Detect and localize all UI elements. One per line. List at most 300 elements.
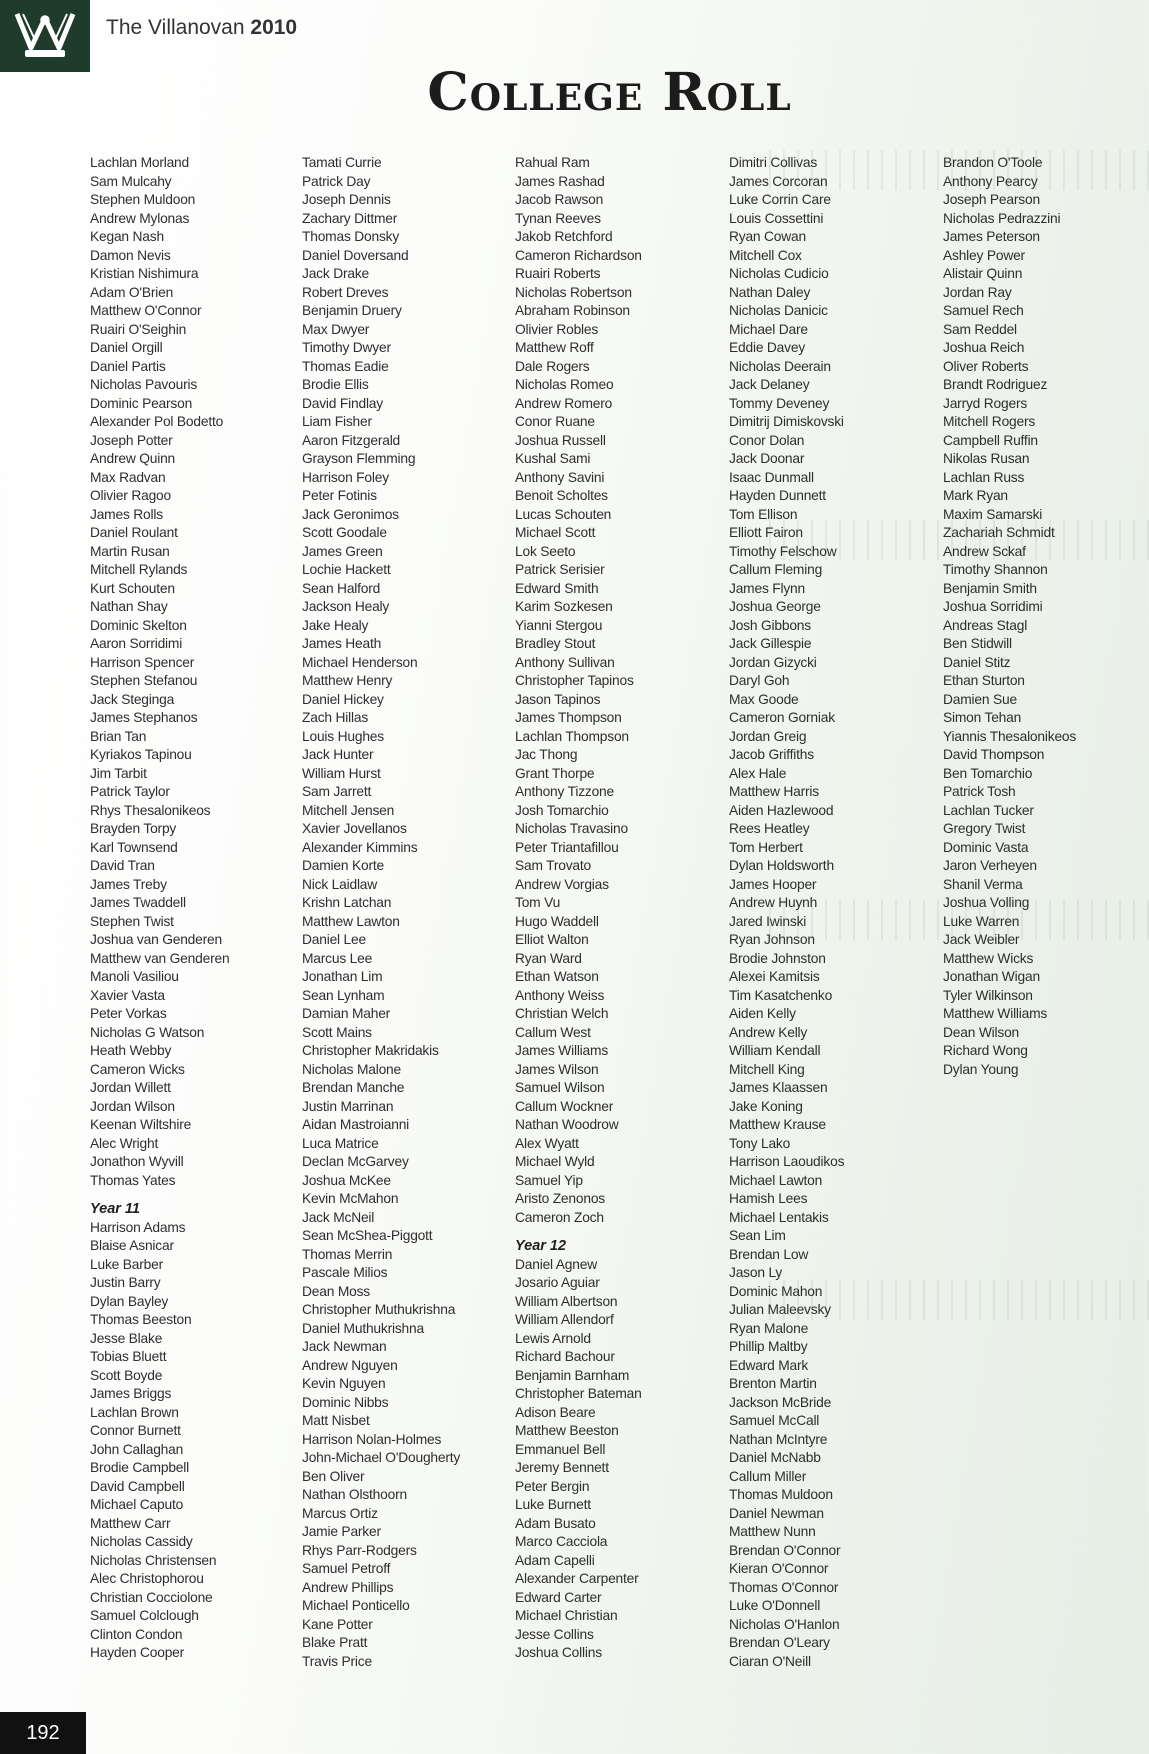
student-name: Joshua McKee	[302, 1172, 391, 1188]
student-name: Dean Wilson	[943, 1024, 1020, 1040]
student-name: Keenan Wiltshire	[90, 1117, 192, 1132]
student-name: Yianni Stergou	[515, 617, 603, 633]
student-name: Jake Koning	[729, 1098, 803, 1114]
student-name: Jason Ly	[729, 1265, 783, 1280]
student-name: Luke Corrin Care	[729, 192, 831, 207]
student-name: Jordan Greig	[729, 728, 807, 744]
student-name: Nicholas Deerain	[729, 358, 831, 374]
student-name: Dimitri Collivas	[729, 155, 818, 170]
student-name: Harrison Foley	[302, 469, 389, 485]
student-name: Jordan Wilson	[90, 1098, 175, 1114]
student-name: Zachary Dittmer	[302, 210, 398, 226]
student-name: Mitchell Jensen	[302, 802, 395, 818]
student-name: Aristo Zenonos	[515, 1191, 605, 1206]
student-name: Jesse Collins	[515, 1626, 594, 1642]
student-name: Kevin Nguyen	[302, 1376, 386, 1391]
student-name: Nikolas Rusan	[943, 451, 1030, 466]
student-name: Nathan Daley	[729, 284, 811, 300]
student-name: Nick Laidlaw	[302, 876, 378, 892]
student-name: Dylan Young	[943, 1061, 1019, 1077]
student-name: Sean Lynham	[302, 987, 385, 1003]
student-name: Kurt Schouten	[90, 580, 175, 596]
student-name: Josh Gibbons	[729, 617, 811, 633]
student-name: Andrew Kelly	[729, 1024, 808, 1040]
roll-column-5	[943, 154, 1149, 1079]
student-name: Olivier Robles	[515, 321, 599, 337]
student-name: Harrison Spencer	[90, 654, 195, 670]
student-name: Adam Capelli	[515, 1552, 595, 1568]
student-name: Zach Hillas	[302, 710, 369, 725]
roll-column-4	[729, 154, 939, 1671]
student-name: Lachlan Tucker	[943, 802, 1034, 818]
student-name: Daniel Roulant	[90, 525, 178, 540]
student-name: John-Michael O'Dougherty	[302, 1450, 461, 1465]
student-name: Grant Thorpe	[515, 765, 595, 781]
student-name: Pascale Milios	[302, 1265, 388, 1280]
student-name: Cameron Richardson	[515, 247, 642, 263]
student-name: Aiden Kelly	[729, 1006, 796, 1021]
student-name: Timothy Shannon	[943, 562, 1048, 577]
student-name: Shanil Verma	[943, 876, 1023, 892]
student-name: Richard Wong	[943, 1043, 1028, 1058]
student-name: Alexei Kamitsis	[729, 969, 820, 984]
student-name: Max Radvan	[90, 469, 166, 485]
student-name: Alec Wright	[90, 1135, 159, 1151]
student-name: Jack Drake	[302, 266, 370, 281]
student-name: Luke Warren	[943, 913, 1020, 929]
student-name: Daniel Hickey	[302, 691, 384, 707]
student-name: Christian Cocciolone	[90, 1589, 213, 1605]
student-name: Samuel Wilson	[515, 1080, 605, 1095]
student-name: Ryan Johnson	[729, 932, 815, 947]
student-name: Luke O'Donnell	[729, 1598, 821, 1613]
student-name: Josh Tomarchio	[515, 802, 609, 818]
student-name: Sam Trovato	[515, 858, 592, 873]
student-name: Alexander Carpenter	[515, 1571, 639, 1586]
student-name: Thomas Beeston	[90, 1312, 192, 1327]
student-name: Max Dwyer	[302, 321, 370, 337]
student-name: Andrew Phillips	[302, 1579, 394, 1595]
student-name: Jonathon Wyvill	[90, 1154, 184, 1169]
student-name: Nicholas Cassidy	[90, 1534, 193, 1549]
student-name: William Allendorf	[515, 1312, 614, 1327]
student-name: Daniel Agnew	[515, 1256, 597, 1272]
student-name: Michael Ponticello	[302, 1598, 410, 1613]
student-name: Jason Tapinos	[515, 691, 601, 707]
student-name: Ben Tomarchio	[943, 765, 1033, 781]
student-name: Samuel Petroff	[302, 1561, 391, 1576]
student-name: Christian Welch	[515, 1006, 609, 1021]
student-name: Matthew Carr	[90, 1515, 171, 1531]
student-name: Damien Sue	[943, 691, 1017, 707]
student-name: Ryan Malone	[729, 1320, 809, 1336]
student-name: Michael Lentakis	[729, 1209, 829, 1225]
student-name: William Albertson	[515, 1293, 618, 1309]
student-name: Thomas Yates	[90, 1172, 176, 1188]
student-name: Matthew van Genderen	[90, 950, 230, 966]
student-name: Patrick Day	[302, 173, 371, 189]
student-name: Stephen Muldoon	[90, 192, 196, 207]
student-name: Rees Heatley	[729, 821, 810, 836]
student-name: James Peterson	[943, 229, 1040, 244]
student-name: Damian Maher	[302, 1006, 391, 1021]
student-name: Ruairi O'Seighin	[90, 321, 187, 337]
crest-icon	[13, 8, 77, 64]
student-name: Dominic Nibbs	[302, 1394, 389, 1410]
student-name: Nathan McIntyre	[729, 1431, 828, 1447]
student-name: Christopher Bateman	[515, 1386, 642, 1401]
student-name: Samuel McCall	[729, 1413, 820, 1428]
student-name: Jordan Ray	[943, 284, 1012, 300]
student-name: Nicholas G Watson	[90, 1024, 205, 1040]
student-name: Zachariah Schmidt	[943, 525, 1055, 540]
student-name: Timothy Dwyer	[302, 340, 391, 355]
student-name: David Thompson	[943, 747, 1045, 762]
student-name: Jack Doonar	[729, 451, 805, 466]
student-name: Daniel Orgill	[90, 340, 163, 355]
student-name: Peter Fotinis	[302, 488, 377, 503]
student-name: Peter Bergin	[515, 1478, 590, 1494]
student-name: Luke Barber	[90, 1256, 163, 1272]
student-name: Campbell Ruffin	[943, 432, 1038, 448]
student-name: Michael Caputo	[90, 1497, 184, 1512]
student-name: Matthew O'Connor	[90, 303, 202, 318]
student-name: Marcus Lee	[302, 950, 373, 966]
student-name: Brodie Ellis	[302, 377, 369, 392]
student-name: Lachlan Morland	[90, 155, 190, 170]
student-name: William Kendall	[729, 1043, 821, 1058]
student-name: James Corcoran	[729, 173, 828, 189]
student-name: Jacob Griffiths	[729, 747, 814, 762]
student-name: Joseph Potter	[90, 432, 173, 448]
student-name: Andrew Quinn	[90, 451, 176, 466]
student-name: Blaise Asnicar	[90, 1238, 174, 1253]
student-name: Alexander Kimmins	[302, 839, 418, 855]
student-name: Tim Kasatchenko	[729, 987, 833, 1003]
student-name: Daniel Stitz	[943, 654, 1011, 670]
student-name: Conor Dolan	[729, 432, 805, 448]
student-name: Benjamin Druery	[302, 303, 402, 318]
student-name: Edward Mark	[729, 1357, 809, 1373]
student-name: Dominic Skelton	[90, 617, 187, 633]
roll-column-1	[90, 154, 300, 1663]
student-name: Matthew Lawton	[302, 913, 400, 929]
student-name: Dean Moss	[302, 1283, 370, 1299]
student-name: Lewis Arnold	[515, 1330, 591, 1346]
student-name: Emmanuel Bell	[515, 1441, 606, 1457]
student-name: Brandon O'Toole	[943, 155, 1043, 170]
roll-column-3	[515, 154, 725, 1663]
student-name: David Tran	[90, 858, 155, 873]
student-name: Nicholas Danicic	[729, 303, 828, 318]
student-name: Oliver Roberts	[943, 358, 1029, 374]
student-name: Brayden Torpy	[90, 821, 177, 836]
student-name: Sam Reddel	[943, 321, 1017, 337]
student-name: James Rolls	[90, 506, 163, 522]
student-name: Alec Christophorou	[90, 1571, 204, 1586]
student-name: Brendan Low	[729, 1246, 809, 1262]
student-name: Scott Goodale	[302, 525, 387, 540]
student-name: Jack McNeil	[302, 1209, 375, 1225]
student-name: Bradley Stout	[515, 636, 596, 651]
student-name: Karl Townsend	[90, 839, 178, 855]
student-name: William Hurst	[302, 765, 381, 781]
student-name: Kegan Nash	[90, 229, 164, 244]
student-name: Anthony Pearcy	[943, 173, 1038, 189]
student-name: Nicholas Pedrazzini	[943, 210, 1061, 226]
student-name: Scott Boyde	[90, 1367, 163, 1383]
student-name: Karim Sozkesen	[515, 599, 613, 614]
student-name: Yiannis Thesalonikeos	[943, 728, 1077, 744]
student-name: Kyriakos Tapinou	[90, 747, 192, 762]
student-name: Alexander Pol Bodetto	[90, 414, 224, 429]
student-name: Andrew Nguyen	[302, 1357, 398, 1373]
student-name: Marco Cacciola	[515, 1534, 608, 1549]
student-name: James Twaddell	[90, 895, 186, 910]
student-name: Luke Burnett	[515, 1497, 591, 1512]
student-name: Nathan Woodrow	[515, 1117, 619, 1132]
student-name: Daryl Goh	[729, 673, 790, 688]
student-name: Ethan Watson	[515, 969, 599, 984]
student-name: Jackson McBride	[729, 1394, 832, 1410]
student-name: Kristian Nishimura	[90, 266, 199, 281]
student-name: Joshua Russell	[515, 432, 606, 448]
student-name: Dominic Mahon	[729, 1283, 823, 1299]
student-name: Thomas Eadie	[302, 358, 389, 374]
student-name: Jamie Parker	[302, 1524, 381, 1539]
student-name: Elliot Walton	[515, 932, 589, 947]
student-name: Lucas Schouten	[515, 506, 612, 522]
student-name: Callum Miller	[729, 1468, 807, 1484]
student-name: Michael Christian	[515, 1608, 618, 1623]
student-name: Manoli Vasiliou	[90, 969, 179, 984]
student-name: Kevin McMahon	[302, 1191, 399, 1206]
student-name: Jacob Rawson	[515, 192, 604, 207]
student-name: Lachlan Brown	[90, 1404, 179, 1420]
student-name: Hamish Lees	[729, 1191, 808, 1206]
publication-name: The Villanovan	[106, 16, 245, 39]
student-name: Daniel Partis	[90, 358, 166, 374]
student-name: Dylan Bayley	[90, 1293, 169, 1309]
student-name: Jonathan Wigan	[943, 969, 1040, 984]
student-name: Mitchell Rylands	[90, 562, 188, 577]
student-name: Luca Matrice	[302, 1135, 379, 1151]
student-name: James Williams	[515, 1043, 609, 1058]
student-name: Brendan O'Connor	[729, 1542, 841, 1558]
student-name: Sean Lim	[729, 1228, 786, 1243]
student-name: Thomas O'Connor	[729, 1579, 839, 1595]
student-name: Sean McShea-Piggott	[302, 1228, 433, 1243]
student-name: James Hooper	[729, 876, 817, 892]
student-name: Rhys Parr-Rodgers	[302, 1542, 417, 1558]
student-name: Jaron Verheyen	[943, 858, 1037, 873]
student-name: Matthew Wicks	[943, 950, 1034, 966]
student-name: Hayden Cooper	[90, 1645, 185, 1660]
student-name: Cameron Zoch	[515, 1209, 604, 1225]
student-name: Dominic Pearson	[90, 395, 193, 411]
student-name: Sam Mulcahy	[90, 173, 172, 189]
student-name: Lochie Hackett	[302, 562, 391, 577]
student-name: Nicholas O'Hanlon	[729, 1616, 840, 1632]
student-name: Michael Lawton	[729, 1172, 823, 1188]
student-name: Tynan Reeves	[515, 210, 601, 226]
student-name: Mitchell Rogers	[943, 414, 1036, 429]
page-number: 192	[0, 1712, 86, 1754]
student-name: Jack Delaney	[729, 377, 810, 392]
student-name: Ciaran O'Neill	[729, 1653, 811, 1669]
student-name: Nicholas Cudicio	[729, 266, 829, 281]
student-name: Ben Stidwill	[943, 636, 1012, 651]
student-name: Phillip Maltby	[729, 1339, 808, 1354]
student-name: John Callaghan	[90, 1441, 184, 1457]
student-name: Nicholas Travasino	[515, 821, 628, 836]
student-name: Marcus Ortiz	[302, 1505, 378, 1521]
student-name: Jac Thong	[515, 747, 578, 762]
student-name: Jack Gillespie	[729, 636, 812, 651]
student-name: Tom Ellison	[729, 506, 798, 522]
student-name: Daniel McNabb	[729, 1450, 821, 1465]
student-name: Jeremy Bennett	[515, 1460, 609, 1475]
student-name: Matthew Roff	[515, 340, 594, 355]
student-name: Joseph Dennis	[302, 192, 391, 207]
student-name: Matthew Nunn	[729, 1524, 816, 1539]
student-name: Anthony Weiss	[515, 987, 605, 1003]
student-name: Mitchell King	[729, 1061, 805, 1077]
student-name: Adison Beare	[515, 1404, 596, 1420]
student-name: Isaac Dunmall	[729, 469, 814, 485]
student-name: Alistair Quinn	[943, 266, 1023, 281]
student-name: Kushal Sami	[515, 451, 591, 466]
student-name: James Rashad	[515, 173, 605, 189]
student-name: Julian Maleevsky	[729, 1302, 831, 1317]
student-name: Thomas Muldoon	[729, 1487, 833, 1502]
student-name: Matthew Henry	[302, 673, 393, 688]
student-name: Michael Henderson	[302, 654, 418, 670]
student-name: Gregory Twist	[943, 821, 1026, 836]
student-name: Anthony Tizzone	[515, 784, 615, 799]
student-name: Brodie Johnston	[729, 950, 826, 966]
student-name: Cameron Gorniak	[729, 710, 835, 725]
student-name: Ryan Cowan	[729, 229, 806, 244]
student-name: Christopher Tapinos	[515, 673, 634, 688]
student-name: Joshua Sorridimi	[943, 599, 1043, 614]
student-name: Jonathan Lim	[302, 969, 383, 984]
student-name: Patrick Tosh	[943, 784, 1016, 799]
student-name: Samuel Rech	[943, 303, 1024, 318]
student-name: Jack Steginga	[90, 691, 175, 707]
student-name: Michael Dare	[729, 321, 808, 337]
publication-year: 2010	[250, 16, 298, 39]
student-name: Dimitrij Dimiskovski	[729, 414, 844, 429]
student-name: Peter Vorkas	[90, 1006, 167, 1021]
student-name: Christopher Muthukrishna	[302, 1302, 456, 1317]
student-name: Harrison Laoudikos	[729, 1154, 845, 1169]
student-name: Brodie Campbell	[90, 1460, 189, 1475]
student-name: Tom Herbert	[729, 839, 803, 855]
student-name: Andrew Sckaf	[943, 543, 1026, 559]
student-name: Ben Oliver	[302, 1468, 365, 1484]
student-name: Jack Weibler	[943, 932, 1020, 947]
student-name: Andreas Stagl	[943, 617, 1028, 633]
student-name: Justin Marrinan	[302, 1098, 394, 1114]
year-heading: Year 11	[90, 1201, 140, 1217]
student-name: Max Goode	[729, 691, 799, 707]
student-name: Michael Wyld	[515, 1154, 595, 1169]
student-name: Andrew Huynh	[729, 895, 818, 910]
student-name: Jake Healy	[302, 617, 369, 633]
student-name: Brian Tan	[90, 728, 147, 744]
student-name: Callum Wockner	[515, 1098, 614, 1114]
student-name: Sam Jarrett	[302, 784, 372, 799]
student-name: Lachlan Thompson	[515, 728, 629, 744]
student-name: Benoit Scholtes	[515, 488, 608, 503]
student-name: Liam Fisher	[302, 414, 372, 429]
student-name: Jarryd Rogers	[943, 395, 1028, 411]
student-name: Stephen Twist	[90, 913, 174, 929]
year-heading: Year 12	[515, 1238, 567, 1254]
student-name: Ashley Power	[943, 247, 1025, 263]
student-name: Maxim Samarski	[943, 506, 1043, 522]
student-name: Nicholas Malone	[302, 1061, 401, 1077]
student-name: Abraham Robinson	[515, 303, 630, 318]
student-name: Andrew Romero	[515, 395, 613, 411]
publication-header	[106, 16, 297, 40]
student-name: Matthew Williams	[943, 1006, 1048, 1021]
student-name: Louis Hughes	[302, 728, 384, 744]
student-name: Xavier Vasta	[90, 987, 165, 1003]
student-name: Matt Nisbet	[302, 1413, 370, 1428]
student-name: Alex Hale	[729, 765, 787, 781]
student-name: Hayden Dunnett	[729, 488, 826, 503]
student-name: Joshua Volling	[943, 895, 1030, 910]
student-name: Hugo Waddell	[515, 913, 599, 929]
student-name: Grayson Flemming	[302, 451, 416, 466]
student-name: Tom Vu	[515, 895, 561, 910]
student-name: Jim Tarbit	[90, 765, 147, 781]
student-name: Travis Price	[302, 1653, 372, 1669]
student-name: Thomas Donsky	[302, 229, 400, 244]
student-name: James Klaassen	[729, 1080, 828, 1095]
student-name: Blake Pratt	[302, 1635, 368, 1650]
student-name: Joshua Reich	[943, 340, 1025, 355]
student-name: Lok Seeto	[515, 543, 576, 559]
student-name: Matthew Krause	[729, 1117, 826, 1132]
student-name: Jack Hunter	[302, 747, 374, 762]
student-name: Nicholas Romeo	[515, 377, 614, 392]
student-name: Samuel Yip	[515, 1172, 583, 1188]
student-name: Scott Mains	[302, 1024, 372, 1040]
student-name: Jakob Retchford	[515, 229, 613, 244]
student-name: Damon Nevis	[90, 247, 171, 263]
student-name: Benjamin Barnham	[515, 1367, 630, 1383]
student-name: Declan McGarvey	[302, 1154, 409, 1169]
student-name: Samuel Colclough	[90, 1608, 199, 1623]
student-name: Nicholas Pavouris	[90, 377, 198, 392]
student-name: Daniel Doversand	[302, 247, 409, 263]
student-name: Anthony Sullivan	[515, 654, 615, 670]
student-name: Brendan O'Leary	[729, 1635, 830, 1650]
student-name: James Wilson	[515, 1061, 599, 1077]
student-name: Matthew Harris	[729, 784, 819, 799]
student-name: Tommy Deveney	[729, 395, 830, 411]
student-name: Simon Tehan	[943, 710, 1022, 725]
student-name: Sean Halford	[302, 580, 381, 596]
student-name: Edward Smith	[515, 580, 599, 596]
student-name: Olivier Ragoo	[90, 488, 171, 503]
student-name: Robert Dreves	[302, 284, 389, 300]
student-name: Aiden Hazlewood	[729, 802, 834, 818]
student-name: Brenton Martin	[729, 1376, 817, 1391]
